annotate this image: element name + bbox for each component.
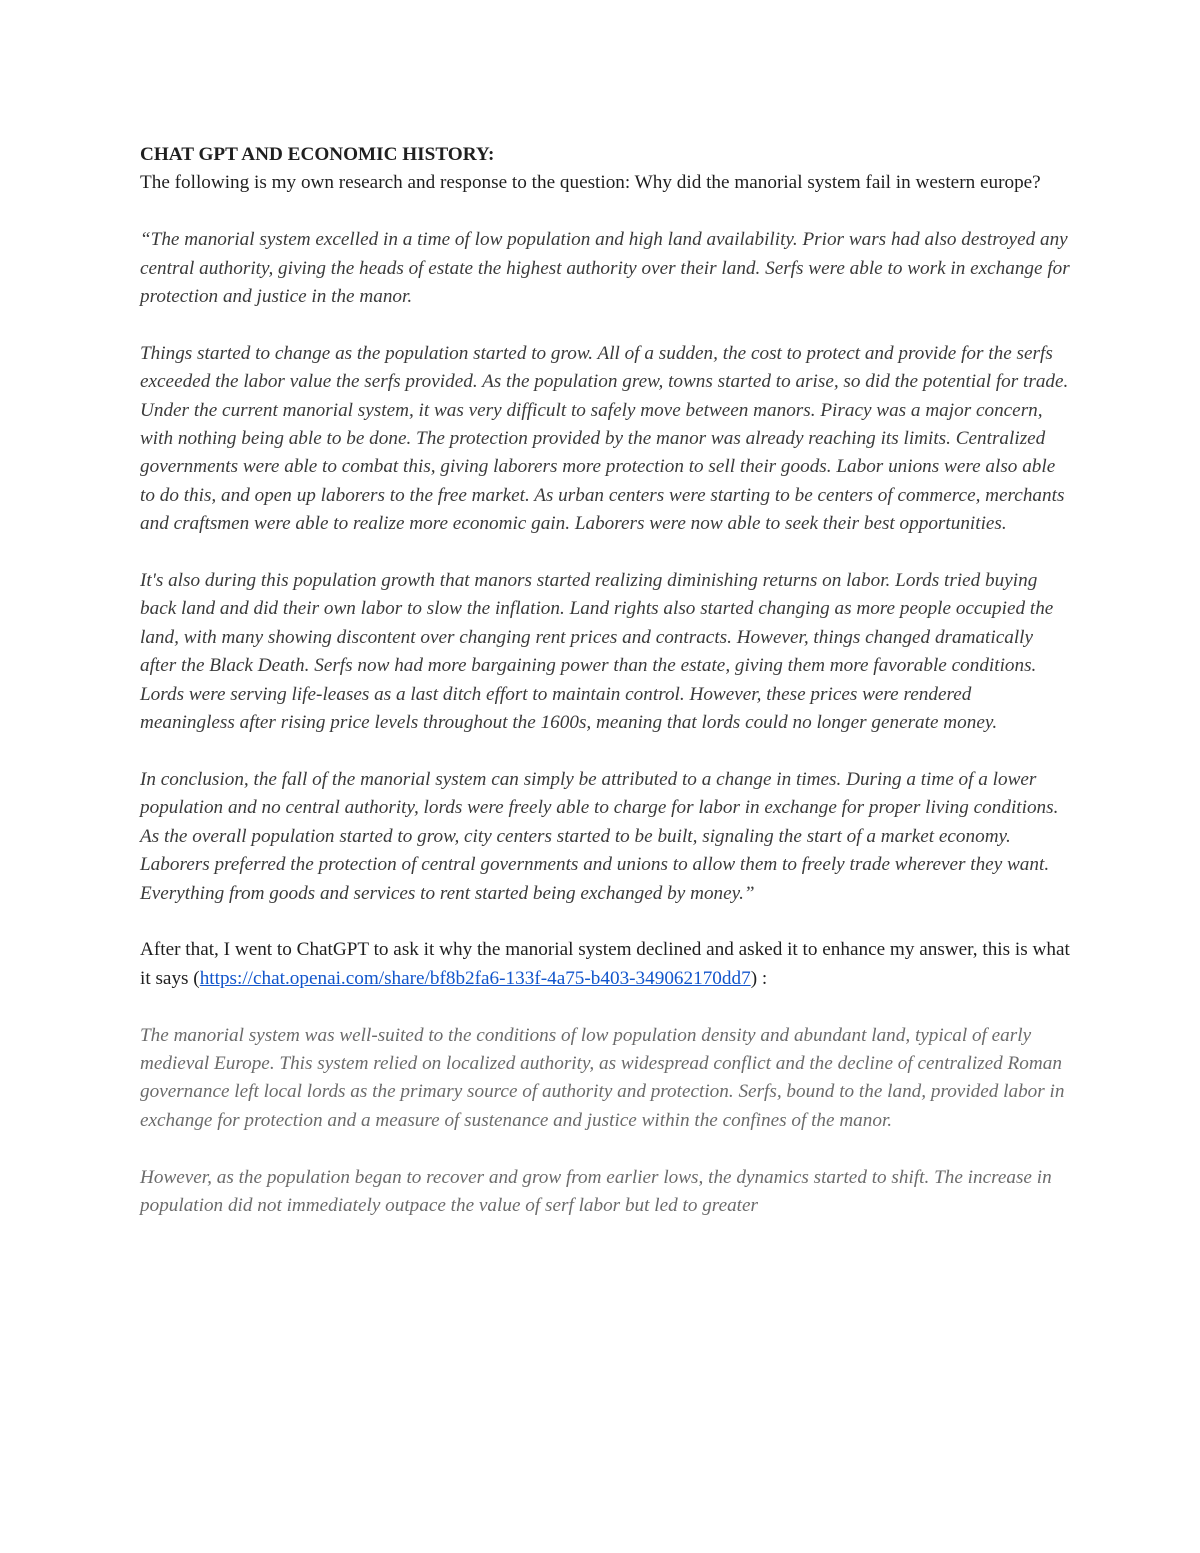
gpt-answer-paragraph-2: However, as the population began to recover and grow from earlier lows, the dynamics started to shift. The increase in population did not immediately outpace the value of serf labor but led to greater [140,1166,1052,1216]
document-page [140,141,1070,1220]
my-answer-paragraph-1: “The manorial system excelled in a time of low population and high land availability. Prior wars had also destroyed any central authority, giving the heads of estate the highest authority over their land. Serfs were able to work in exchange for protection and justice in the manor. [140,229,1070,308]
transition-text-after: ) : [750,967,768,989]
document-title: CHAT GPT AND ECONOMIC HISTORY: [140,144,495,165]
gpt-answer-paragraph-1: The manorial system was well-suited to the conditions of low population density and abundant land, typical of early medieval Europe. This system relied on localized authority, as widespread conflict and the decline of centralized Roman governance left local lords as the primary source of authority and protection. Serfs, bound to the land, provided labor in exchange for protection and a measure of sustenance and justice within the confines of the manor. [140,1024,1065,1131]
intro-paragraph: The following is my own research and response to the question: Why did the manorial system fail in western europe? [140,172,1041,194]
my-answer-paragraph-4: In conclusion, the fall of the manorial system can simply be attributed to a change in times. During a time of a lower population and no central authority, lords were freely able to charge for labor in exchange for proper living conditions. As the overall population started to grow, city centers started to be built, signaling the start of a market economy. Laborers preferred the protection of central governments and unions to allow them to freely trade wherever they want. Everything from goods and services to rent started being exchanged by money.” [140,768,1059,904]
transition-paragraph [140,936,1070,993]
my-answer-paragraph-2: Things started to change as the population started to grow. All of a sudden, the cost to protect and provide for the serfs exceeded the labor value the serfs provided. As the population grew, towns started to arise, so did the potential for trade. Under the current manorial system, it was very difficult to safely move between manors. Piracy was a major concern, with nothing being able to be done. The protection provided by the manor was already reaching its limits. Centralized governments were able to combat this, giving laborers more protection to sell their goods. Labor unions were also able to do this, and open up laborers to the free market. As urban centers were starting to be centers of commerce, merchants and craftsmen were able to realize more economic gain. Laborers were now able to seek their best opportunities. [140,342,1069,535]
chatgpt-share-link[interactable]: https://chat.openai.com/share/bf8b2fa6-133f-4a75-b403-349062170dd7 [199,967,751,989]
transition-text-before: After that, I went to ChatGPT to ask it why the manorial system declined and asked it to enhance my answer, this is what it says ( [140,939,1070,989]
my-answer-paragraph-3: It's also during this population growth that manors started realizing diminishing returns on labor. Lords tried buying back land and did their own labor to slow the inflation. Land rights also started changing as more people occupied the land, with many showing discontent over changing rent prices and contracts. However, things changed dramatically after the Black Death. Serfs now had more bargaining power than the estate, giving them more favorable conditions. Lords were serving life-leases as a last ditch effort to maintain control. However, these prices were rendered meaningless after rising price levels throughout the 1600s, meaning that lords could no longer generate money. [140,570,1054,734]
